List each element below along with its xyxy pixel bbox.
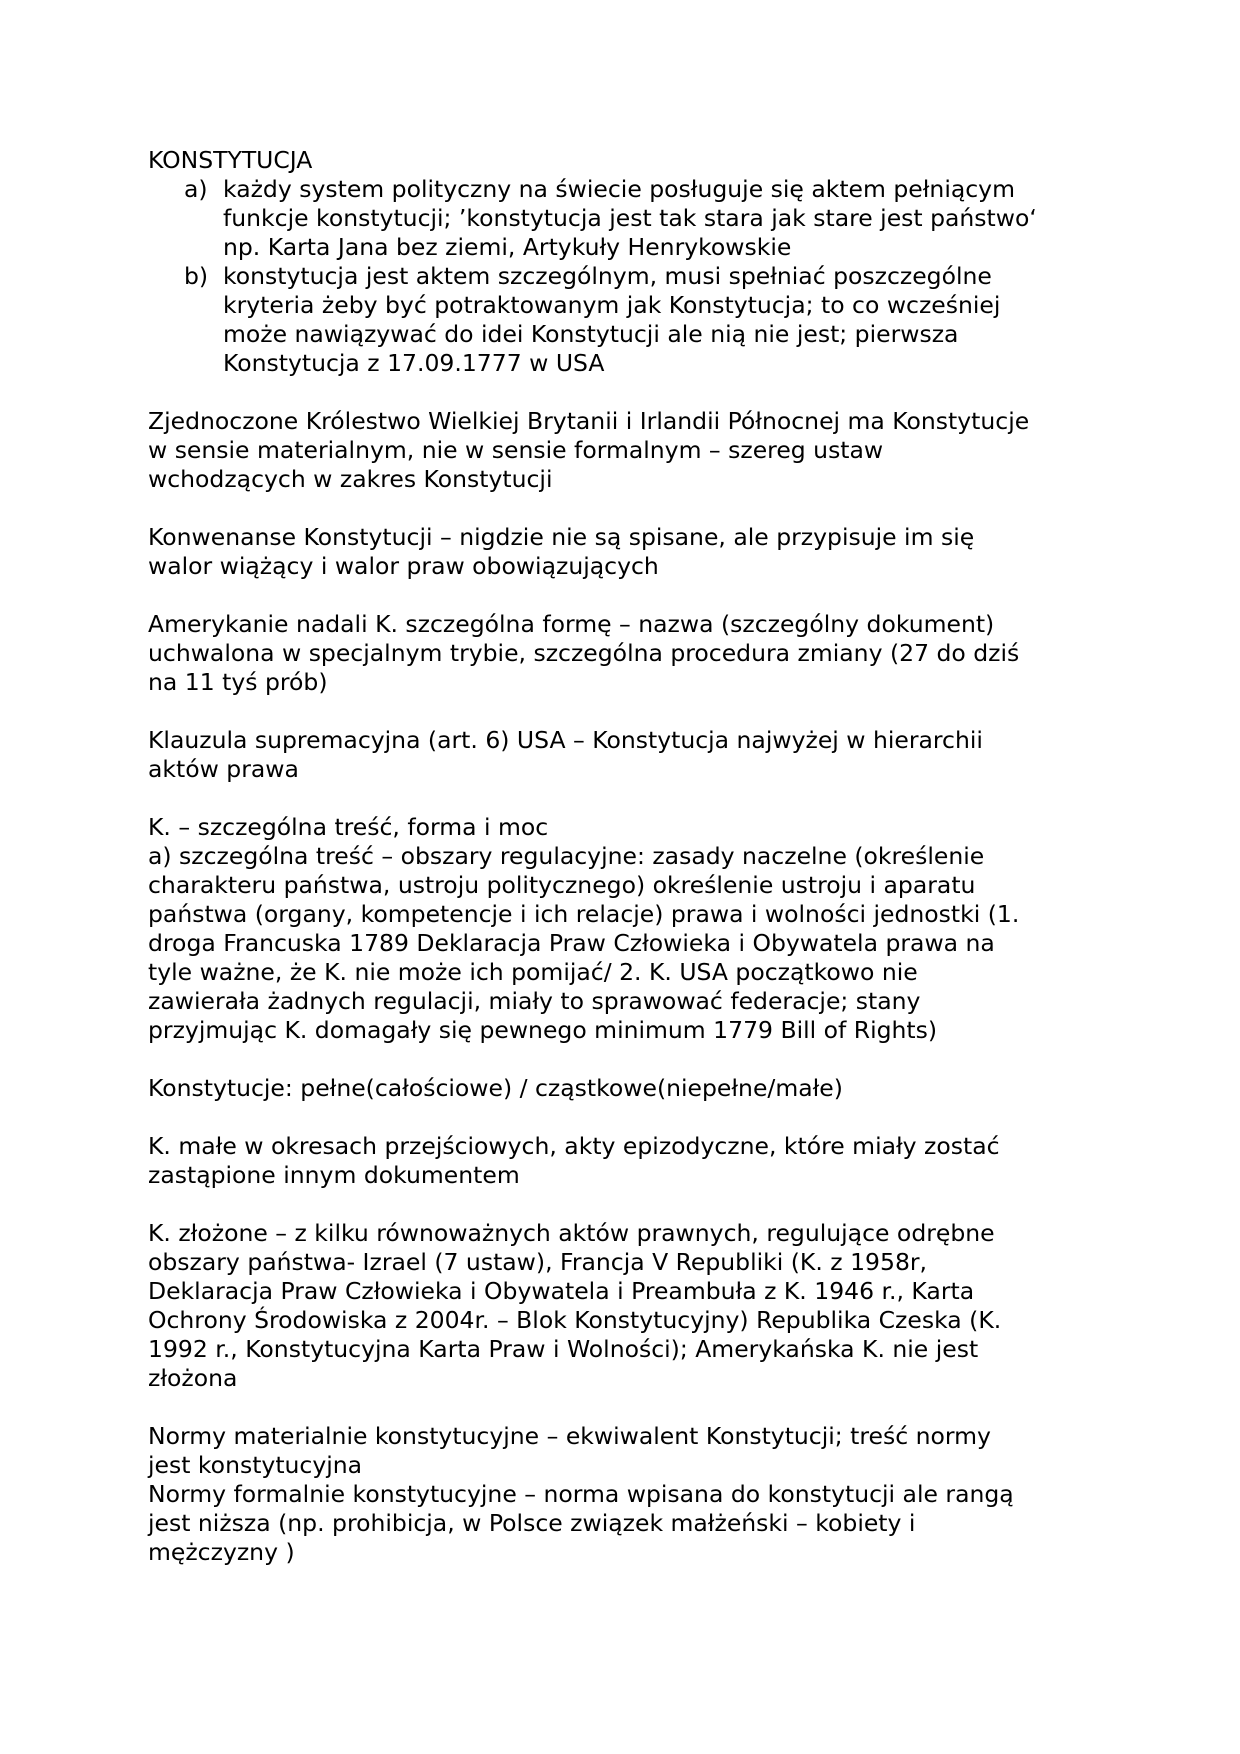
paragraph-line: K. – szczególna treść, forma i moc: [148, 813, 549, 841]
paragraph-norms: [148, 1422, 1108, 1567]
paragraph-americans: [148, 610, 1108, 697]
paragraph-line: walor wiążący i walor praw obowiązujących: [148, 552, 659, 580]
paragraph-line: tyle ważne, że K. nie może ich pomijać/ 2. K. USA początkowo nie: [148, 958, 918, 986]
paragraph-line: droga Francuska 1789 Deklaracja Praw Człowieka i Obywatela prawa na: [148, 929, 995, 957]
paragraph-line: na 11 tyś prób): [148, 668, 328, 696]
paragraph-line: Ochrony Środowiska z 2004r. – Blok Konstytucyjny) Republika Czeska (K.: [148, 1306, 1002, 1334]
intro-list: [148, 175, 1108, 378]
list-marker: b): [184, 262, 209, 290]
paragraph-line: Amerykanie nadali K. szczególna formę – nazwa (szczególny dokument): [148, 610, 995, 638]
paragraph-line: państwa (organy, kompetencje i ich relacje) prawa i wolności jednostki (1.: [148, 900, 1020, 928]
list-item-line: kryteria żeby być potraktowanym jak Konstytucja; to co wcześniej: [223, 291, 1001, 319]
paragraph-line: w sensie materialnym, nie w sensie formalnym – szereg ustaw: [148, 436, 884, 464]
paragraph-line: zastąpione innym dokumentem: [148, 1161, 520, 1189]
paragraph-line: przyjmując K. domagały się pewnego minimum 1779 Bill of Rights): [148, 1016, 938, 1044]
paragraph-line: Konstytucje: pełne(całościowe) / cząstkowe(niepełne/małe): [148, 1074, 843, 1102]
list-item-line: Konstytucja z 17.09.1777 w USA: [223, 349, 605, 377]
list-item-line: np. Karta Jana bez ziemi, Artykuły Henrykowskie: [223, 233, 792, 261]
list-item-b: [148, 262, 1108, 378]
paragraph-supremacy-clause: [148, 726, 1108, 784]
paragraph-line: Deklaracja Praw Człowieka i Obywatela i Preambuła z K. 1946 r., Karta: [148, 1277, 975, 1305]
paragraph-full-partial: [148, 1074, 1108, 1103]
list-item-line: konstytucja jest aktem szczególnym, musi spełniać poszczególne: [223, 262, 992, 290]
list-item-line: funkcje konstytucji; ’konstytucja jest tak stara jak stare jest państwo‘: [223, 204, 1037, 232]
paragraph-line: Konwenanse Konstytucji – nigdzie nie są spisane, ale przypisuje im się: [148, 523, 975, 551]
paragraph-line: mężczyzny ): [148, 1538, 295, 1566]
paragraph-line: obszary państwa- Izrael (7 ustaw), Francja V Republiki (K. z 1958r,: [148, 1248, 928, 1276]
paragraph-uk-constitution: [148, 407, 1108, 494]
document-title: KONSTYTUCJA: [148, 146, 313, 174]
paragraph-line: aktów prawa: [148, 755, 299, 783]
paragraph-line: K. małe w okresach przejściowych, akty epizodyczne, które miały zostać: [148, 1132, 1000, 1160]
paragraph-line: charakteru państwa, ustroju politycznego) określenie ustroju i aparatu: [148, 871, 976, 899]
paragraph-line: złożona: [148, 1364, 238, 1392]
paragraph-line: jest niższa (np. prohibicja, w Polsce związek małżeński – kobiety i: [148, 1509, 916, 1537]
paragraph-line: Normy formalnie konstytucyjne – norma wpisana do konstytucji ale rangą: [148, 1480, 1014, 1508]
paragraph-line: wchodzących w zakres Konstytucji: [148, 465, 553, 493]
paragraph-line: Klauzula supremacyjna (art. 6) USA – Konstytucja najwyżej w hierarchii: [148, 726, 983, 754]
list-item-line: może nawiązywać do idei Konstytucji ale nią nie jest; pierwsza: [223, 320, 959, 348]
paragraph-complex-constitutions: [148, 1219, 1108, 1393]
document-page: [148, 146, 1108, 1567]
paragraph-line: zawierała żadnych regulacji, miały to sprawować federacje; stany: [148, 987, 921, 1015]
list-item-a: [148, 175, 1108, 262]
list-marker: a): [184, 175, 208, 203]
paragraph-content-form-power: [148, 813, 1108, 1045]
paragraph-small-constitutions: [148, 1132, 1108, 1190]
paragraph-line: Normy materialnie konstytucyjne – ekwiwalent Konstytucji; treść normy: [148, 1422, 991, 1450]
paragraph-line: uchwalona w specjalnym trybie, szczególna procedura zmiany (27 do dziś: [148, 639, 1020, 667]
paragraph-line: K. złożone – z kilku równoważnych aktów prawnych, regulujące odrębne: [148, 1219, 995, 1247]
paragraph-line: a) szczególna treść – obszary regulacyjne: zasady naczelne (określenie: [148, 842, 985, 870]
paragraph-conventions: [148, 523, 1108, 581]
list-item-line: każdy system polityczny na świecie posługuje się aktem pełniącym: [223, 175, 1015, 203]
paragraph-line: jest konstytucyjna: [148, 1451, 363, 1479]
paragraph-line: Zjednoczone Królestwo Wielkiej Brytanii i Irlandii Północnej ma Konstytucje: [148, 407, 1030, 435]
paragraph-line: 1992 r., Konstytucyjna Karta Praw i Wolności); Amerykańska K. nie jest: [148, 1335, 979, 1363]
